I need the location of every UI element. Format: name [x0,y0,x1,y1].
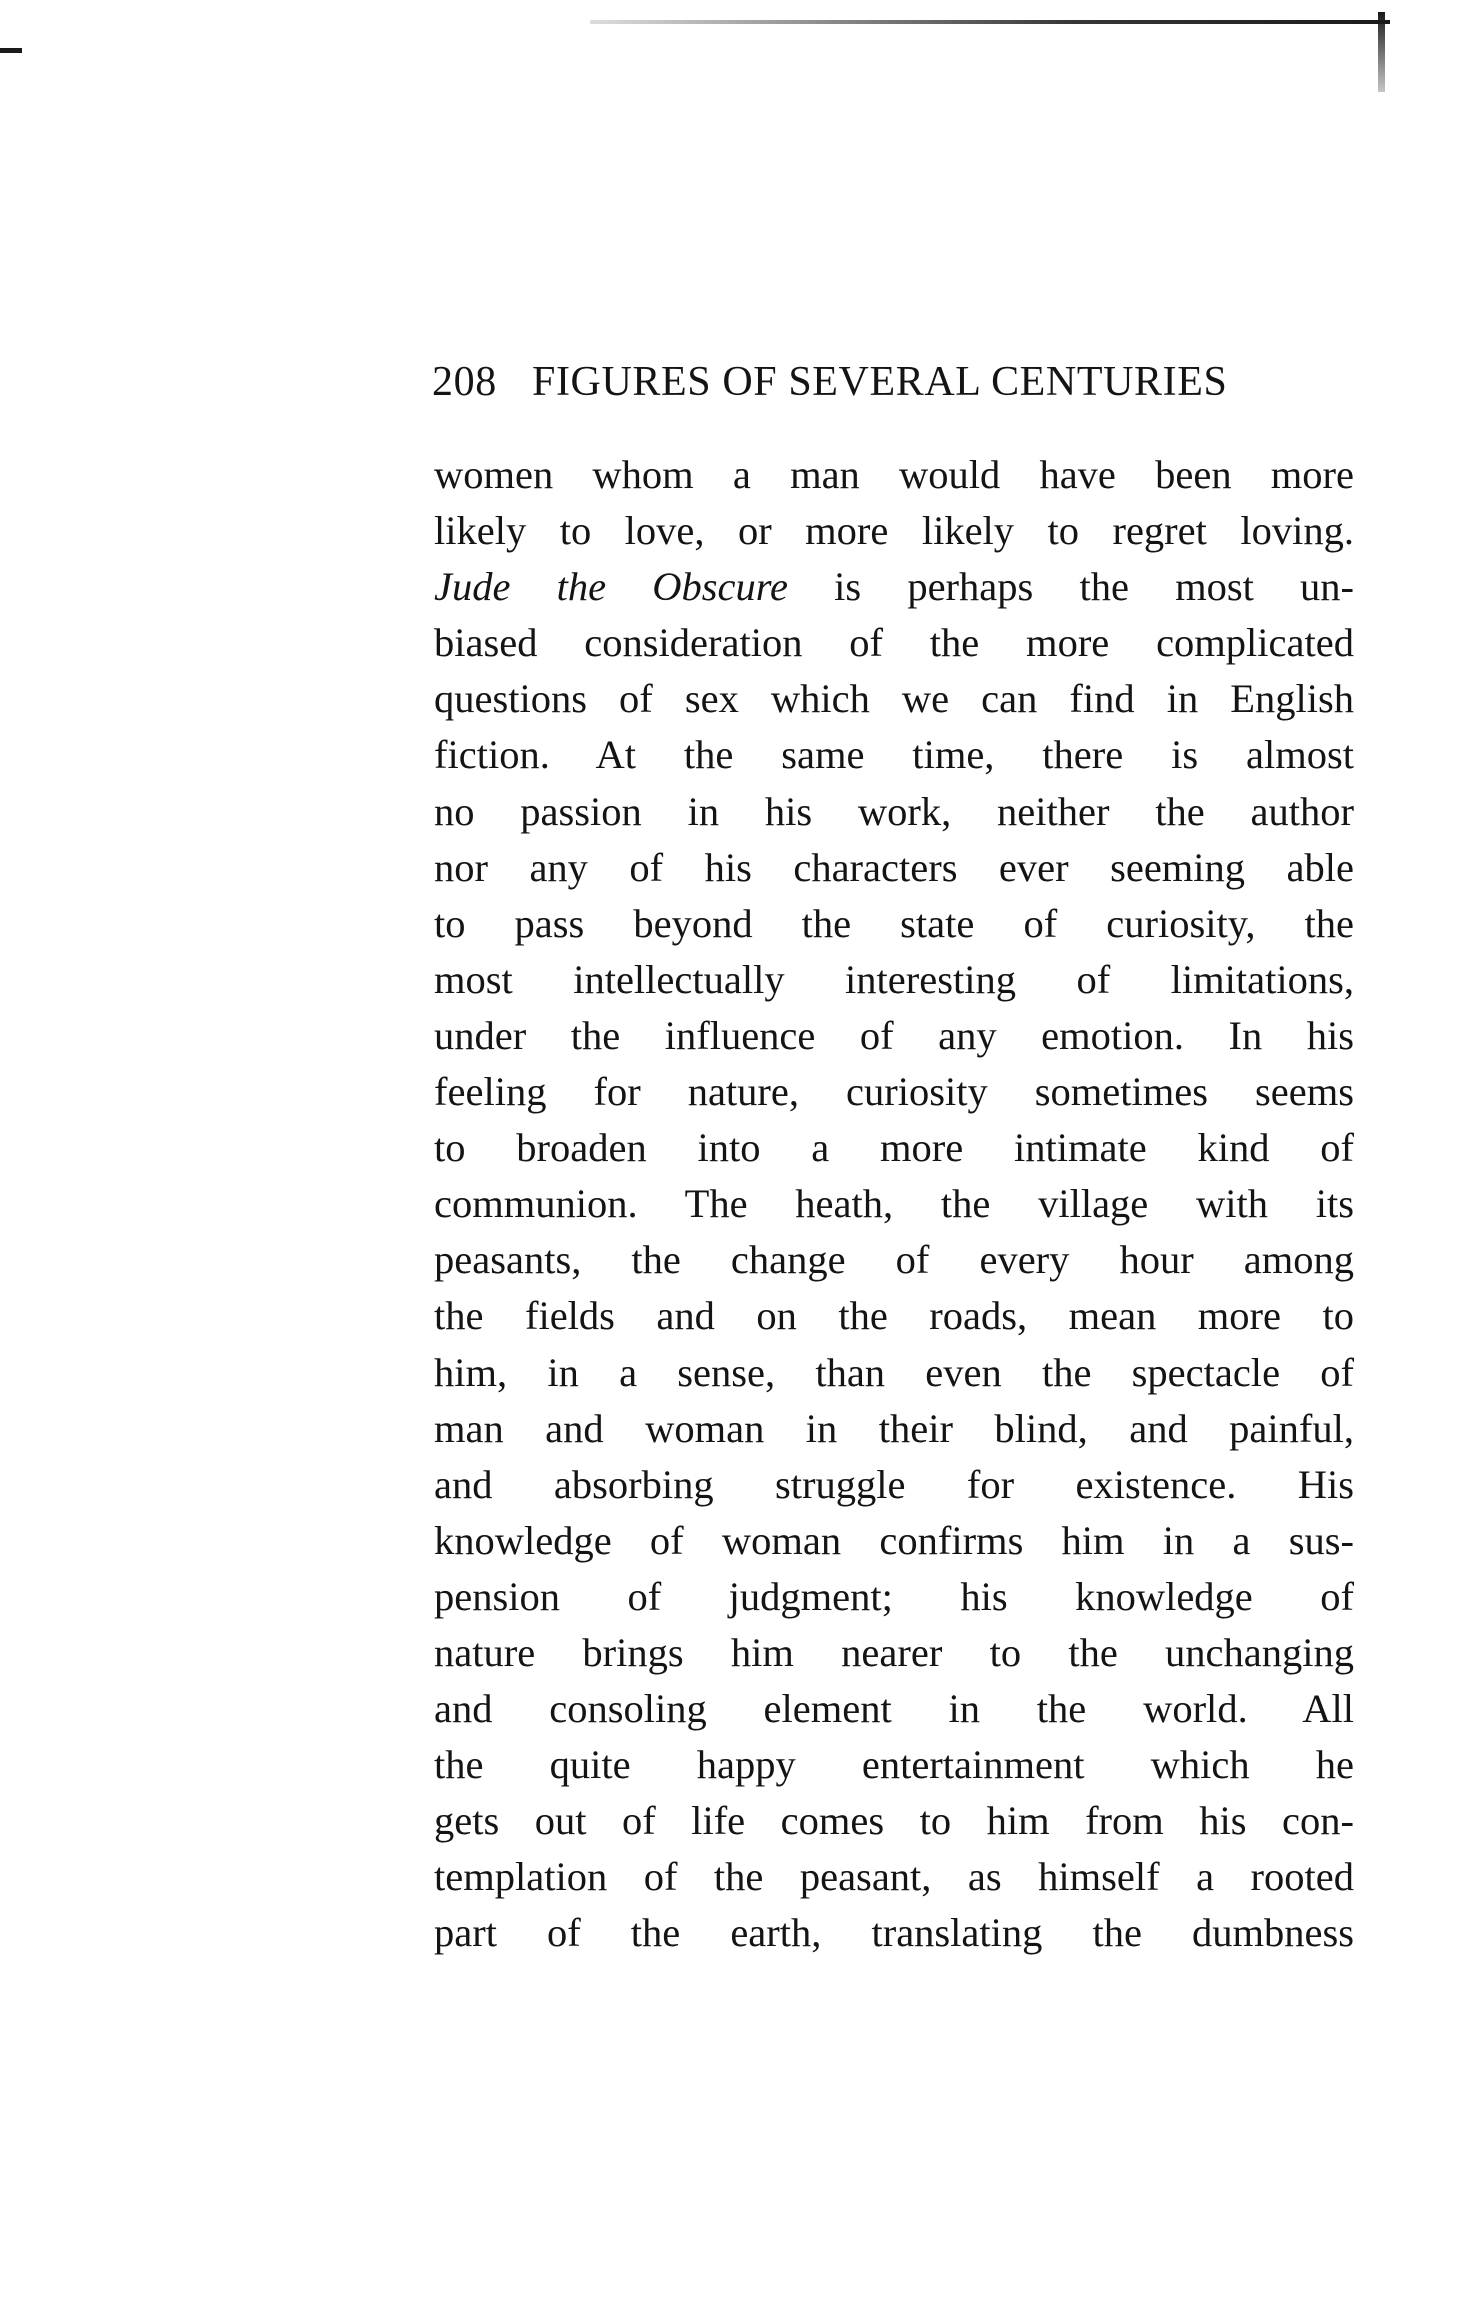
text-fragment: is perhaps the most un- [834,564,1355,610]
scan-edge-rule [590,20,1390,24]
text-line: nor any of his characters ever seeming able [434,844,1354,890]
text-line: and absorbing struggle for existence. His [434,1461,1354,1507]
text-line: the quite happy entertainment which he [434,1742,1354,1788]
text-line: fiction. At the same time, there is almost [434,732,1354,778]
scan-edge-mark [1378,12,1385,92]
text-line: likely to love, or more likely to regret loving. [434,508,1354,554]
text-line: biased consideration of the more complicated [434,620,1354,666]
text-line: and consoling element in the world. All [434,1686,1354,1732]
running-header [432,352,1322,412]
text-line: questions of sex which we can find in English [434,676,1354,722]
text-line: no passion in his work, neither the author [434,788,1354,834]
text-line: part of the earth, translating the dumbness [434,1910,1354,1956]
text-line: him, in a sense, than even the spectacle of [434,1349,1354,1395]
text-line: pension of judgment; his knowledge of [434,1573,1354,1619]
text-line: to pass beyond the state of curiosity, the [434,900,1354,946]
page-number: 208 [432,359,497,405]
body-text [434,447,1354,1962]
text-line: the fields and on the roads, mean more to [434,1293,1354,1339]
text-line: to broaden into a more intimate kind of [434,1125,1354,1171]
running-title: FIGURES OF SEVERAL CENTURIES [532,359,1228,405]
text-line [434,559,1354,615]
text-line: gets out of life comes to him from his con- [434,1798,1354,1844]
text-line: nature brings him nearer to the unchanging [434,1629,1354,1675]
text-line: feeling for nature, curiosity sometimes seems [434,1069,1354,1115]
book-title: Jude the Obscure [434,564,788,610]
text-line: templation of the peasant, as himself a rooted [434,1854,1354,1900]
text-line: peasants, the change of every hour among [434,1237,1354,1283]
text-line: under the influence of any emotion. In his [434,1012,1354,1058]
text-line: knowledge of woman confirms him in a sus- [434,1517,1354,1563]
text-line: most intellectually interesting of limitations, [434,956,1354,1002]
text-line: women whom a man would have been more [434,452,1354,497]
text-line: communion. The heath, the village with its [434,1181,1354,1227]
scan-corner-mark [0,48,22,53]
text-line: man and woman in their blind, and painful, [434,1405,1354,1451]
